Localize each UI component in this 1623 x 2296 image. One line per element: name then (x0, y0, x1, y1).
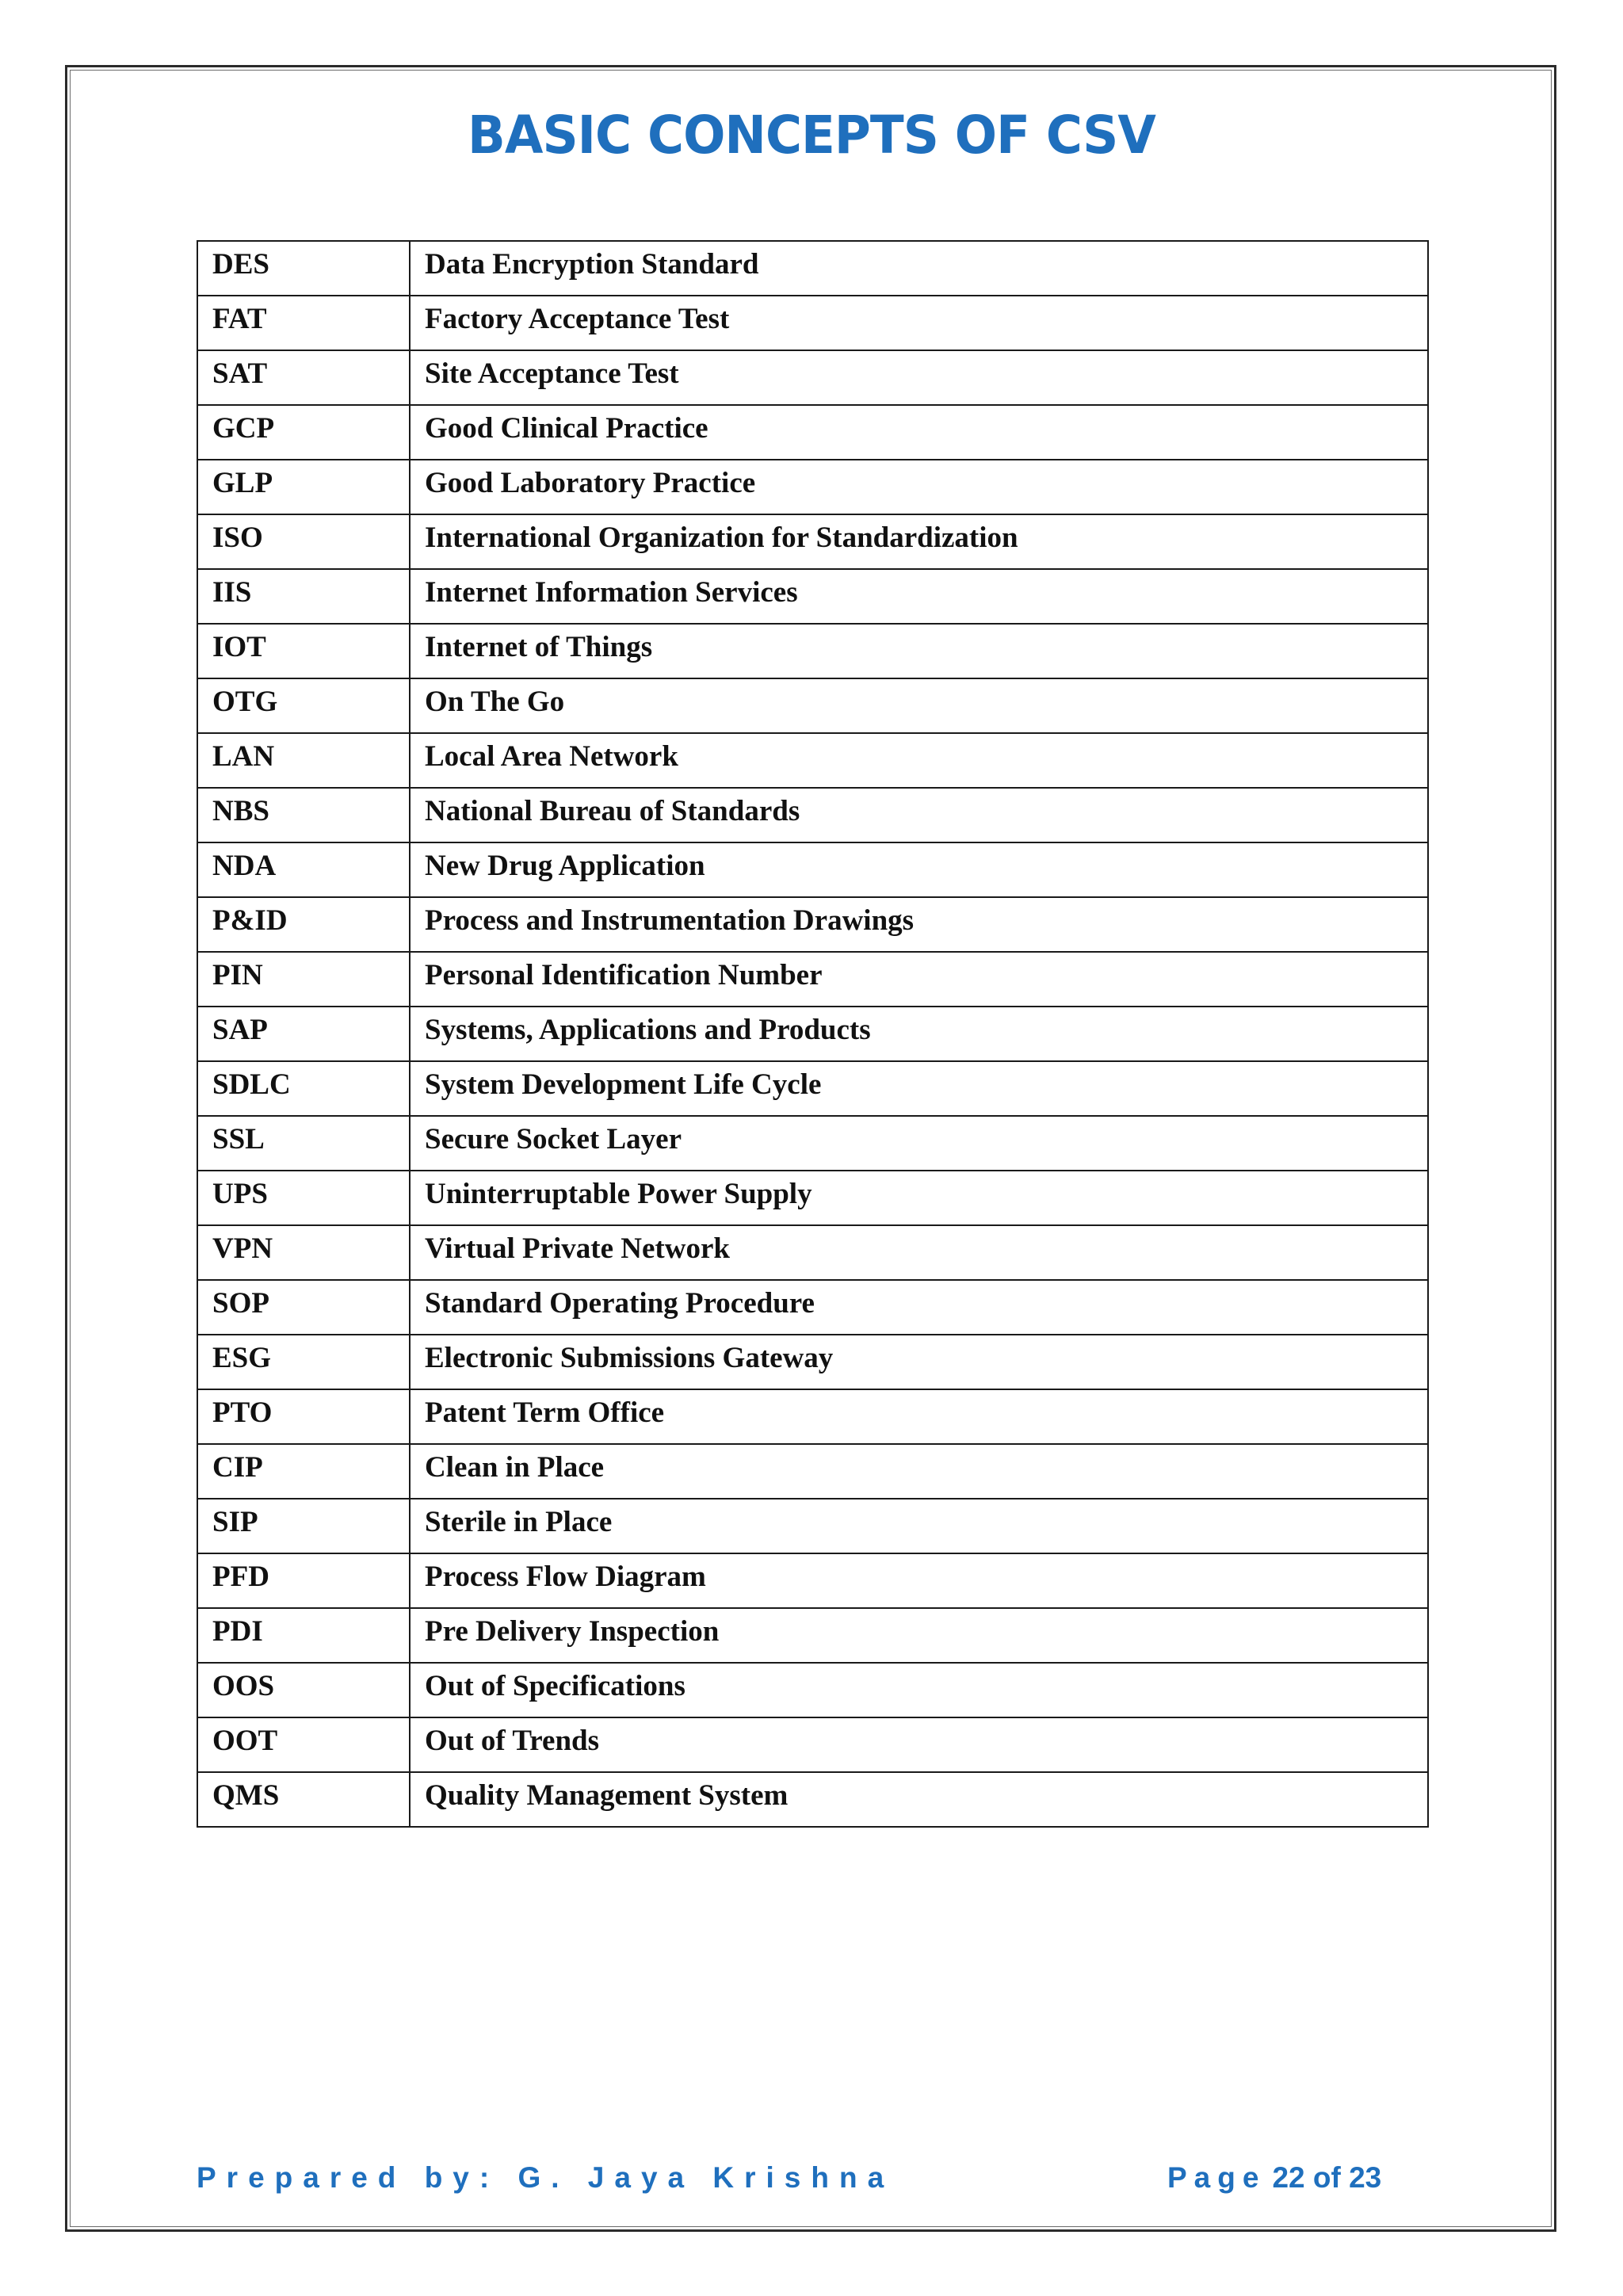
meaning-text: Systems, Applications and Products (425, 1014, 871, 1046)
meaning-cell (410, 460, 1428, 514)
abbreviation-text: IOT (212, 631, 266, 663)
table-row (197, 1171, 1428, 1225)
meaning-text: Factory Acceptance Test (425, 303, 730, 335)
abbreviation-text: P&ID (212, 904, 288, 937)
abbreviation-cell (197, 897, 410, 952)
table-row (197, 1389, 1428, 1444)
meaning-cell (410, 1280, 1428, 1335)
abbreviation-text: VPN (212, 1232, 273, 1265)
meaning-text: Pre Delivery Inspection (425, 1615, 720, 1648)
abbreviation-text: PTO (212, 1396, 273, 1429)
meaning-text: Process Flow Diagram (425, 1561, 706, 1593)
table-row (197, 1280, 1428, 1335)
abbreviation-cell (197, 296, 410, 350)
table-row (197, 952, 1428, 1007)
meaning-text: On The Go (425, 686, 565, 718)
abbreviation-text: ESG (212, 1342, 272, 1374)
footer-prepared-by: Prepared by: G. Jaya Krishna (197, 2161, 895, 2194)
abbreviation-cell (197, 952, 410, 1007)
meaning-cell (410, 788, 1428, 842)
abbreviation-text: GLP (212, 467, 273, 499)
meaning-text: Patent Term Office (425, 1396, 665, 1429)
abbreviation-text: LAN (212, 740, 275, 773)
abbreviation-text: ISO (212, 521, 263, 554)
footer-page-count: 22 of 23 (1272, 2161, 1382, 2194)
table-row (197, 350, 1428, 405)
abbreviation-text: NBS (212, 795, 269, 827)
meaning-text: Secure Socket Layer (425, 1123, 682, 1156)
meaning-text: National Bureau of Standards (425, 795, 800, 827)
meaning-cell (410, 1389, 1428, 1444)
abbreviation-text: CIP (212, 1451, 263, 1484)
abbreviation-text: OOS (212, 1670, 275, 1702)
meaning-cell (410, 1663, 1428, 1717)
meaning-cell (410, 1116, 1428, 1171)
table-row (197, 1772, 1428, 1827)
footer-page-number (1167, 2163, 1381, 2192)
meaning-text: Clean in Place (425, 1451, 605, 1484)
abbreviation-text: PDI (212, 1615, 263, 1648)
meaning-text: Out of Specifications (425, 1670, 685, 1702)
table-row (197, 569, 1428, 624)
meaning-cell (410, 952, 1428, 1007)
abbreviations-table (197, 240, 1429, 1828)
table-row (197, 1553, 1428, 1608)
table-row (197, 788, 1428, 842)
abbreviation-cell (197, 1389, 410, 1444)
abbreviation-cell (197, 1007, 410, 1061)
abbreviation-text: GCP (212, 412, 275, 445)
meaning-text: Good Laboratory Practice (425, 467, 756, 499)
meaning-text: System Development Life Cycle (425, 1068, 822, 1101)
abbreviation-cell (197, 1717, 410, 1772)
meaning-text: Uninterruptable Power Supply (425, 1178, 812, 1210)
table-row (197, 405, 1428, 460)
page-title: BASIC CONCEPTS OF CSV (468, 105, 1155, 166)
meaning-cell (410, 241, 1428, 296)
table-row (197, 1061, 1428, 1116)
meaning-text: Virtual Private Network (425, 1232, 730, 1265)
abbreviation-cell (197, 1061, 410, 1116)
meaning-cell (410, 678, 1428, 733)
table-row (197, 624, 1428, 678)
table-row (197, 296, 1428, 350)
abbreviation-cell (197, 1553, 410, 1608)
abbreviation-text: SOP (212, 1287, 269, 1320)
footer-page-word: Page (1167, 2161, 1266, 2194)
table-row (197, 241, 1428, 296)
meaning-cell (410, 1225, 1428, 1280)
abbreviation-cell (197, 1444, 410, 1499)
meaning-text: Out of Trends (425, 1725, 599, 1757)
table-row (197, 1225, 1428, 1280)
meaning-cell (410, 733, 1428, 788)
meaning-cell (410, 1444, 1428, 1499)
table-row (197, 1007, 1428, 1061)
table-row (197, 1663, 1428, 1717)
meaning-text: Local Area Network (425, 740, 678, 773)
meaning-text: Internet of Things (425, 631, 653, 663)
abbreviation-text: QMS (212, 1779, 280, 1812)
abbreviation-cell (197, 1335, 410, 1389)
abbreviation-cell (197, 569, 410, 624)
table-row (197, 1116, 1428, 1171)
meaning-cell (410, 514, 1428, 569)
meaning-text: Standard Operating Procedure (425, 1287, 815, 1320)
abbreviation-cell (197, 460, 410, 514)
meaning-cell (410, 1772, 1428, 1827)
abbreviation-cell (197, 1225, 410, 1280)
table-row (197, 1444, 1428, 1499)
abbreviation-text: IIS (212, 576, 252, 609)
abbreviation-text: DES (212, 248, 269, 281)
abbreviation-cell (197, 842, 410, 897)
meaning-cell (410, 897, 1428, 952)
abbreviation-cell (197, 1663, 410, 1717)
table-row (197, 733, 1428, 788)
meaning-cell (410, 842, 1428, 897)
abbreviation-cell (197, 241, 410, 296)
meaning-cell (410, 1717, 1428, 1772)
abbreviation-cell (197, 1280, 410, 1335)
meaning-text: Personal Identification Number (425, 959, 823, 991)
meaning-text: Process and Instrumentation Drawings (425, 904, 915, 937)
table-row (197, 678, 1428, 733)
table-row (197, 897, 1428, 952)
table-row (197, 460, 1428, 514)
abbreviation-cell (197, 1116, 410, 1171)
meaning-cell (410, 1499, 1428, 1553)
abbreviation-cell (197, 1171, 410, 1225)
abbreviations-table-body (197, 241, 1428, 1827)
meaning-cell (410, 624, 1428, 678)
abbreviation-text: OOT (212, 1725, 278, 1757)
abbreviation-text: SSL (212, 1123, 265, 1156)
abbreviation-text: SAT (212, 357, 268, 390)
meaning-text: Quality Management System (425, 1779, 789, 1812)
meaning-cell (410, 1608, 1428, 1663)
table-row (197, 514, 1428, 569)
abbreviation-text: PIN (212, 959, 263, 991)
meaning-text: Good Clinical Practice (425, 412, 708, 445)
abbreviation-cell (197, 1772, 410, 1827)
meaning-text: Data Encryption Standard (425, 248, 759, 281)
meaning-text: Sterile in Place (425, 1506, 613, 1538)
meaning-text: International Organization for Standardization (425, 521, 1018, 554)
abbreviation-cell (197, 405, 410, 460)
abbreviation-text: SDLC (212, 1068, 291, 1101)
abbreviation-text: OTG (212, 686, 278, 718)
abbreviation-text: SIP (212, 1506, 258, 1538)
abbreviation-text: NDA (212, 850, 277, 882)
abbreviation-cell (197, 788, 410, 842)
meaning-text: New Drug Application (425, 850, 705, 882)
meaning-text: Electronic Submissions Gateway (425, 1342, 834, 1374)
table-row (197, 1608, 1428, 1663)
table-row (197, 1335, 1428, 1389)
meaning-cell (410, 405, 1428, 460)
meaning-cell (410, 296, 1428, 350)
meaning-cell (410, 569, 1428, 624)
abbreviation-text: SAP (212, 1014, 268, 1046)
meaning-cell (410, 1171, 1428, 1225)
abbreviation-cell (197, 1608, 410, 1663)
table-row (197, 1499, 1428, 1553)
abbreviation-cell (197, 1499, 410, 1553)
abbreviation-text: PFD (212, 1561, 269, 1593)
abbreviation-cell (197, 624, 410, 678)
meaning-cell (410, 350, 1428, 405)
meaning-cell (410, 1007, 1428, 1061)
table-row (197, 1717, 1428, 1772)
abbreviation-text: UPS (212, 1178, 268, 1210)
meaning-cell (410, 1335, 1428, 1389)
abbreviation-cell (197, 678, 410, 733)
abbreviation-cell (197, 350, 410, 405)
meaning-text: Internet Information Services (425, 576, 798, 609)
abbreviation-cell (197, 514, 410, 569)
meaning-cell (410, 1061, 1428, 1116)
abbreviation-text: FAT (212, 303, 267, 335)
table-row (197, 842, 1428, 897)
abbreviation-cell (197, 733, 410, 788)
meaning-cell (410, 1553, 1428, 1608)
meaning-text: Site Acceptance Test (425, 357, 679, 390)
